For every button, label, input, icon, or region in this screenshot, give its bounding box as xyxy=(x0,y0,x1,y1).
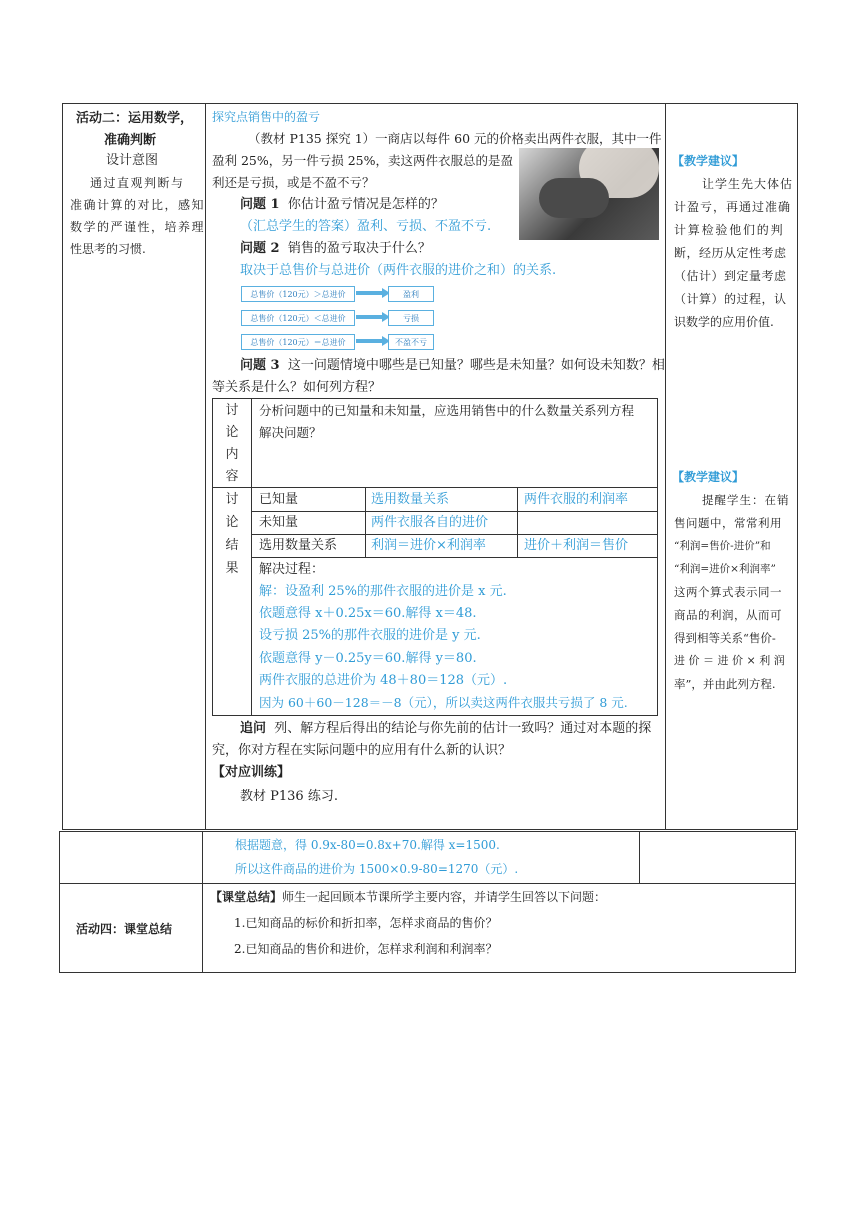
result-label-char: 论 xyxy=(225,515,239,530)
flow-condition-box: 总售价（120元）＝总进价 xyxy=(241,334,355,350)
disc-text-line: 解决问题？ xyxy=(259,425,322,440)
design-intent-line: 准确计算的对比，感知 xyxy=(70,198,206,212)
activity-title-line2: 准确判断 xyxy=(104,133,157,148)
flow-arrow-icon xyxy=(356,288,390,298)
summary-question: 2.已知商品的售价和进价，怎样求利润和利润率？ xyxy=(234,942,498,956)
lower-table-top-border xyxy=(59,831,796,832)
summary-title: 【课堂总结】 xyxy=(210,890,283,904)
intro-line: 盈利 25%，另一件亏损 25%，卖这两件衣服总的是盈 xyxy=(212,153,514,168)
flow-result-box: 盈利 xyxy=(388,286,434,302)
dt-border xyxy=(212,487,657,488)
table-cell: 两件衣服的利润率 xyxy=(524,492,629,507)
teaching-tip-line: “利润=售价-进价”和 xyxy=(674,540,771,552)
lower-table-mid-border xyxy=(59,883,796,884)
practice-text: 教材 P136 练习. xyxy=(240,789,338,804)
teaching-tip-title: 【教学建议】 xyxy=(672,154,745,168)
solve-line: 设亏损 25%的那件衣服的进价是 y 元. xyxy=(259,628,481,643)
flow-result-box: 不盈不亏 xyxy=(388,334,434,350)
table-top-border xyxy=(62,103,798,104)
teaching-tip-line: 计算检验他们的判 xyxy=(674,223,785,237)
disc-label-char: 内 xyxy=(225,447,239,462)
table-bottom-border xyxy=(62,829,798,830)
design-intent-line: 数学的严谨性，培养理 xyxy=(70,220,206,234)
teaching-tip-line: 商品的利润，从而可 xyxy=(674,608,782,622)
question-1-answer: （汇总学生的答案）盈利、亏损、不盈不亏. xyxy=(240,219,492,234)
teaching-tip-line: 识数学的应用价值. xyxy=(674,315,774,329)
solve-line: 依题意得 y－0.25y＝60.解得 y＝80. xyxy=(259,651,477,666)
flow-condition-box: 总售价（120元）＞总进价 xyxy=(241,286,355,302)
table-cell: 未知量 xyxy=(259,515,299,530)
question-3-label: 问题 3 xyxy=(240,358,280,373)
design-intent-line: 通过直观判断与 xyxy=(90,176,185,190)
solution-line: 根据题意，得 0.9x-80=0.8x+70.解得 x=1500. xyxy=(235,838,500,852)
lower-table-right-border xyxy=(795,831,796,973)
question-2-answer: 取决于总售价与总进价（两件衣服的进价之和）的关系. xyxy=(240,263,557,278)
follow-up-line1: 列、解方程后得出的结论与你先前的估计一致吗？通过对本题的探 xyxy=(274,721,652,736)
table-cell: 已知量 xyxy=(259,492,299,507)
dt-border xyxy=(212,398,657,399)
follow-up-label: 追问 xyxy=(240,721,267,736)
teaching-tip-line: 让学生先大体估 xyxy=(702,177,794,191)
table-col-divider-2 xyxy=(665,103,666,830)
teaching-tip-line: 得到相等关系“售价- xyxy=(674,631,776,645)
question-1-text: 你估计盈亏情况是怎样的？ xyxy=(287,197,444,212)
teaching-tip-line: 率”，并由此列方程. xyxy=(674,677,776,691)
table-cell: 选用数量关系 xyxy=(259,538,338,553)
question-2-label: 问题 2 xyxy=(240,241,280,256)
dt-border xyxy=(251,557,657,558)
teaching-tip-line: （估计）到定量考虑 xyxy=(674,269,787,283)
dt-border xyxy=(251,398,252,716)
intro-line: （教材 P135 探究 1）一商店以每件 60 元的价格卖出两件衣服，其中一件 xyxy=(248,131,662,146)
teaching-tip-line: 进 价 ＝ 进 价 × 利 润 xyxy=(674,654,785,667)
follow-up-line2: 究，你对方程在实际问题中的应用有什么新的认识？ xyxy=(212,743,512,758)
design-intent-label: 设计意图 xyxy=(106,153,159,168)
lower-table-left-border xyxy=(59,831,60,973)
design-intent-line: 性思考的习惯. xyxy=(70,242,146,256)
summary-text: 师生一起回顾本节课所学主要内容，并请学生回答以下问题： xyxy=(282,890,607,904)
dt-border xyxy=(517,487,518,558)
question-1-label: 问题 1 xyxy=(240,197,280,212)
dt-border xyxy=(365,487,366,558)
question-1 xyxy=(240,194,444,216)
result-label-char: 结 xyxy=(225,538,239,553)
summary-heading xyxy=(210,886,606,908)
disc-label-char: 容 xyxy=(225,469,239,484)
dt-border xyxy=(212,715,657,716)
question-3-line1: 这一问题情境中哪些是已知量？哪些是未知量？如何设未知数？相 xyxy=(287,358,665,373)
section-heading: 探究点销售中的盈亏 xyxy=(212,110,321,124)
table-cell: 进价＋利润＝售价 xyxy=(524,538,629,553)
practice-title: 【对应训练】 xyxy=(212,765,291,780)
intro-line: 利还是亏损，或是不盈不亏？ xyxy=(212,175,375,190)
teaching-tip-line: 断，经历从定性考虑 xyxy=(674,246,787,260)
solve-label: 解决过程： xyxy=(259,562,325,577)
dt-border xyxy=(657,398,658,716)
dt-border xyxy=(212,398,213,716)
disc-label-char: 讨 xyxy=(225,403,239,418)
teaching-tip-line: 提醒学生：在销 xyxy=(702,493,790,507)
table-cell: 两件衣服各自的进价 xyxy=(371,515,489,530)
solve-line: 依题意得 x＋0.25x＝60.解得 x＝48. xyxy=(259,606,477,621)
disc-label-char: 论 xyxy=(225,425,239,440)
table-cell: 利润＝进价×利润率 xyxy=(371,538,486,553)
table-right-border xyxy=(797,103,798,830)
table-left-border xyxy=(62,103,63,830)
solve-line: 解：设盈利 25%的那件衣服的进价是 x 元. xyxy=(259,584,507,599)
solve-line: 因为 60＋60－128＝－8（元），所以卖这两件衣服共亏损了 8 元. xyxy=(259,695,628,710)
disc-text-line: 分析问题中的已知量和未知量，应选用销售中的什么数量关系列方程 xyxy=(259,403,635,418)
question-3-line2: 等关系是什么？如何列方程？ xyxy=(212,380,382,395)
table-cell: 选用数量关系 xyxy=(371,492,450,507)
table-col-divider-1 xyxy=(205,103,206,830)
flow-condition-box: 总售价（120元）＜总进价 xyxy=(241,310,355,326)
question-2 xyxy=(240,238,431,260)
flow-arrow-icon xyxy=(356,312,390,322)
solve-line: 两件衣服的总进价为 48＋80＝128（元）. xyxy=(259,673,508,688)
lower-table-col-divider xyxy=(639,831,640,884)
follow-up xyxy=(240,718,651,740)
activity-title-line1: 活动二：运用数学， xyxy=(76,111,194,126)
teaching-tip-line: 这两个算式表示同一 xyxy=(674,585,782,599)
teaching-tip-line: （计算）的过程，认 xyxy=(674,292,787,306)
result-label-char: 讨 xyxy=(225,492,239,507)
solution-line: 所以这件商品的进价为 1500×0.9-80=1270（元）. xyxy=(235,862,519,876)
lower-table-bottom-border xyxy=(59,972,796,973)
question-2-text: 销售的盈亏取决于什么？ xyxy=(287,241,431,256)
result-label-char: 果 xyxy=(225,561,239,576)
flow-arrow-icon xyxy=(356,336,390,346)
teaching-tip-line: “利润=进价×利润率” xyxy=(674,563,776,575)
teaching-tip-line: 计盈亏，再通过准确 xyxy=(674,200,792,214)
question-3 xyxy=(240,355,665,377)
clothes-photo xyxy=(519,148,659,240)
activity-four-label: 活动四：课堂总结 xyxy=(76,922,173,936)
teaching-tip-title: 【教学建议】 xyxy=(672,470,745,484)
teaching-tip-line: 售问题中，常常利用 xyxy=(674,516,782,530)
summary-question: 1.已知商品的标价和折扣率，怎样求商品的售价？ xyxy=(234,916,498,930)
lower-table-col-divider xyxy=(202,831,203,973)
flow-result-box: 亏损 xyxy=(388,310,434,326)
